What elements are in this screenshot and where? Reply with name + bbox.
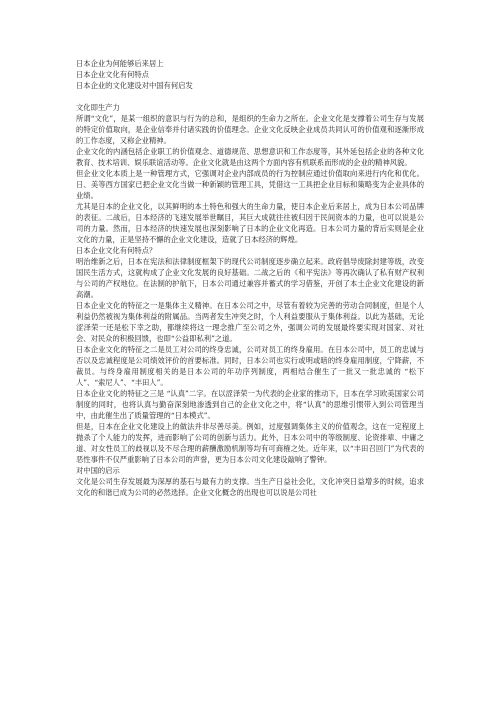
section-heading: 文化即生产力	[76, 103, 120, 112]
section-japan-culture-features	[76, 245, 424, 465]
paragraph: 但是，日本在企业文化建设上的做法并非尽善尽美。例如，过度强调集体主义的价值观念，这在一定程度上抛杀了个人能力的发挥，进而影响了公司的创新与活力。此外，日本公司中的等级制度、论资排辈、中庸之道、对女性员工的歧视以及不尽合理的薪酬激励机制等均有可商榷之处。近年来，以“丰田召回门”为代表的恶性事件不仅严重影响了日本公司的声誉，更为日本公司文化建设敲响了警钟。	[76, 422, 424, 464]
spacer	[76, 91, 424, 102]
paragraph: 企业文化的内涵包括企业职工的价值观念、道德规范、思想意识和工作态度等，其外延包括企业的各种文化教育、技术培训、娱乐联谊活动等。企业文化就是由这两个方面内容有机联系而形成的企业的精神风貌。	[76, 147, 424, 167]
paragraph: 尤其是日本的企业文化，以其鲜明的本土特色和强大的生命力量，使日本企业后来居上，成为日本公司品牌的表征。二战后，日本经济的飞速发展举世瞩目，其巨大成就往往被归因于民间资本的力量，也可以说是公司的力量。然而，日本经济的快速发展也深刻影响了日本的企业文化再造。日本公司力量的背后实则是企业文化的力量，正是坚持不懈的企业文化建设，造就了日本经济的辉煌。	[76, 202, 424, 244]
paragraph: 所谓“文化”，是某一组织的意识与行为的总和，是组织的生命力之所在。企业文化是支撑着公司生存与发展的特定价值取向，是企业信奉并付诸实践的价值理念。企业文化反映企业成员共同认可的价值观和逐渐形成的工作态度，又称企业精神。	[76, 114, 424, 145]
section-heading: 日本企业文化有何特点？	[76, 246, 157, 255]
paragraph: 日本企业文化的特征之三是 “认真”二字。在以涩泽荣一为代表的企业家的推动下，日本在学习欧美国家公司制度的同时，也将认真与勤奋深刻地渗透到自己的企业文化之中，将“认真”的思维引惯带入到公司管理当中，由此催生出了质量管理的“日本模式”。	[76, 389, 424, 420]
section-implications-china	[76, 465, 424, 498]
document-page	[76, 58, 424, 498]
document-title-1: 日本企业为何能够后来居上	[76, 59, 164, 68]
section-culture-productivity	[76, 102, 424, 245]
paragraph: 日本企业文化的特征之二是员工对公司的终身忠诚，公司对员工的终身雇用。在日本公司中，员工的忠诚与否以及忠诚程度是公司绩效评价的首要标准。同时，日本公司也实行或明或暗的终身雇用制度，宁降薪，不裁员。与终身雇用制度相关的是日本公司的年功序列制度，两相结合催生了一批又一批忠诚的 “松下人”、“索尼人”、“丰田人”。	[76, 345, 424, 387]
document-title-2: 日本企业文化有何特点	[76, 70, 149, 79]
paragraph: 日本企业文化的特征之一是集体主义精神。在日本公司之中，尽管有着较为完善的劳动合同制度，但是个人利益仍然被视为集体利益的附属品。当两者发生冲突之时，个人利益要服从于集体利益。以此为基础，无论涩泽荣一还是松下幸之助，都继续将这一理念推广至公司之外，强调公司的发展最终要实现对国家、对社会、对民众的积极回馈，也即“公益即私利”之道。	[76, 301, 424, 343]
paragraph: 文化是公司生存发展最为深厚的基石与最有力的支撑。当生产日益社会化，文化冲突日益增多的时候，追求文化的和谐已成为公司的必然选择。企业文化概念的出现也可以说是公司社	[76, 477, 424, 497]
paragraph: 但企业文化本质上是一种管理方式，它强调对企业内部成员的行为控制应通过价值取向来进行内化和优化。日、美等西方国家已把企业文化当做一种新颖的管理工具，凭借这一工具把企业目标和策略变为企业具体的业绩。	[76, 169, 424, 200]
section-heading: 对中国的启示	[76, 466, 120, 475]
paragraph: 明治维新之后，日本在宪法和法律制度框架下的现代公司制度逐步确立起来。政府倡导废除封建等级，改变国民生活方式，这就构成了企业文化发展的良好基础。二战之后的《和平宪法》等再次确认了私有财产权利与公司的产权地位。在法制的护航下，日本公司通过兼容并蓄式的学习借鉴，开创了本土企业文化建设的新高潮。	[76, 257, 424, 299]
document-title-3: 日本企业的文化建设对中国有何启发	[76, 81, 193, 90]
